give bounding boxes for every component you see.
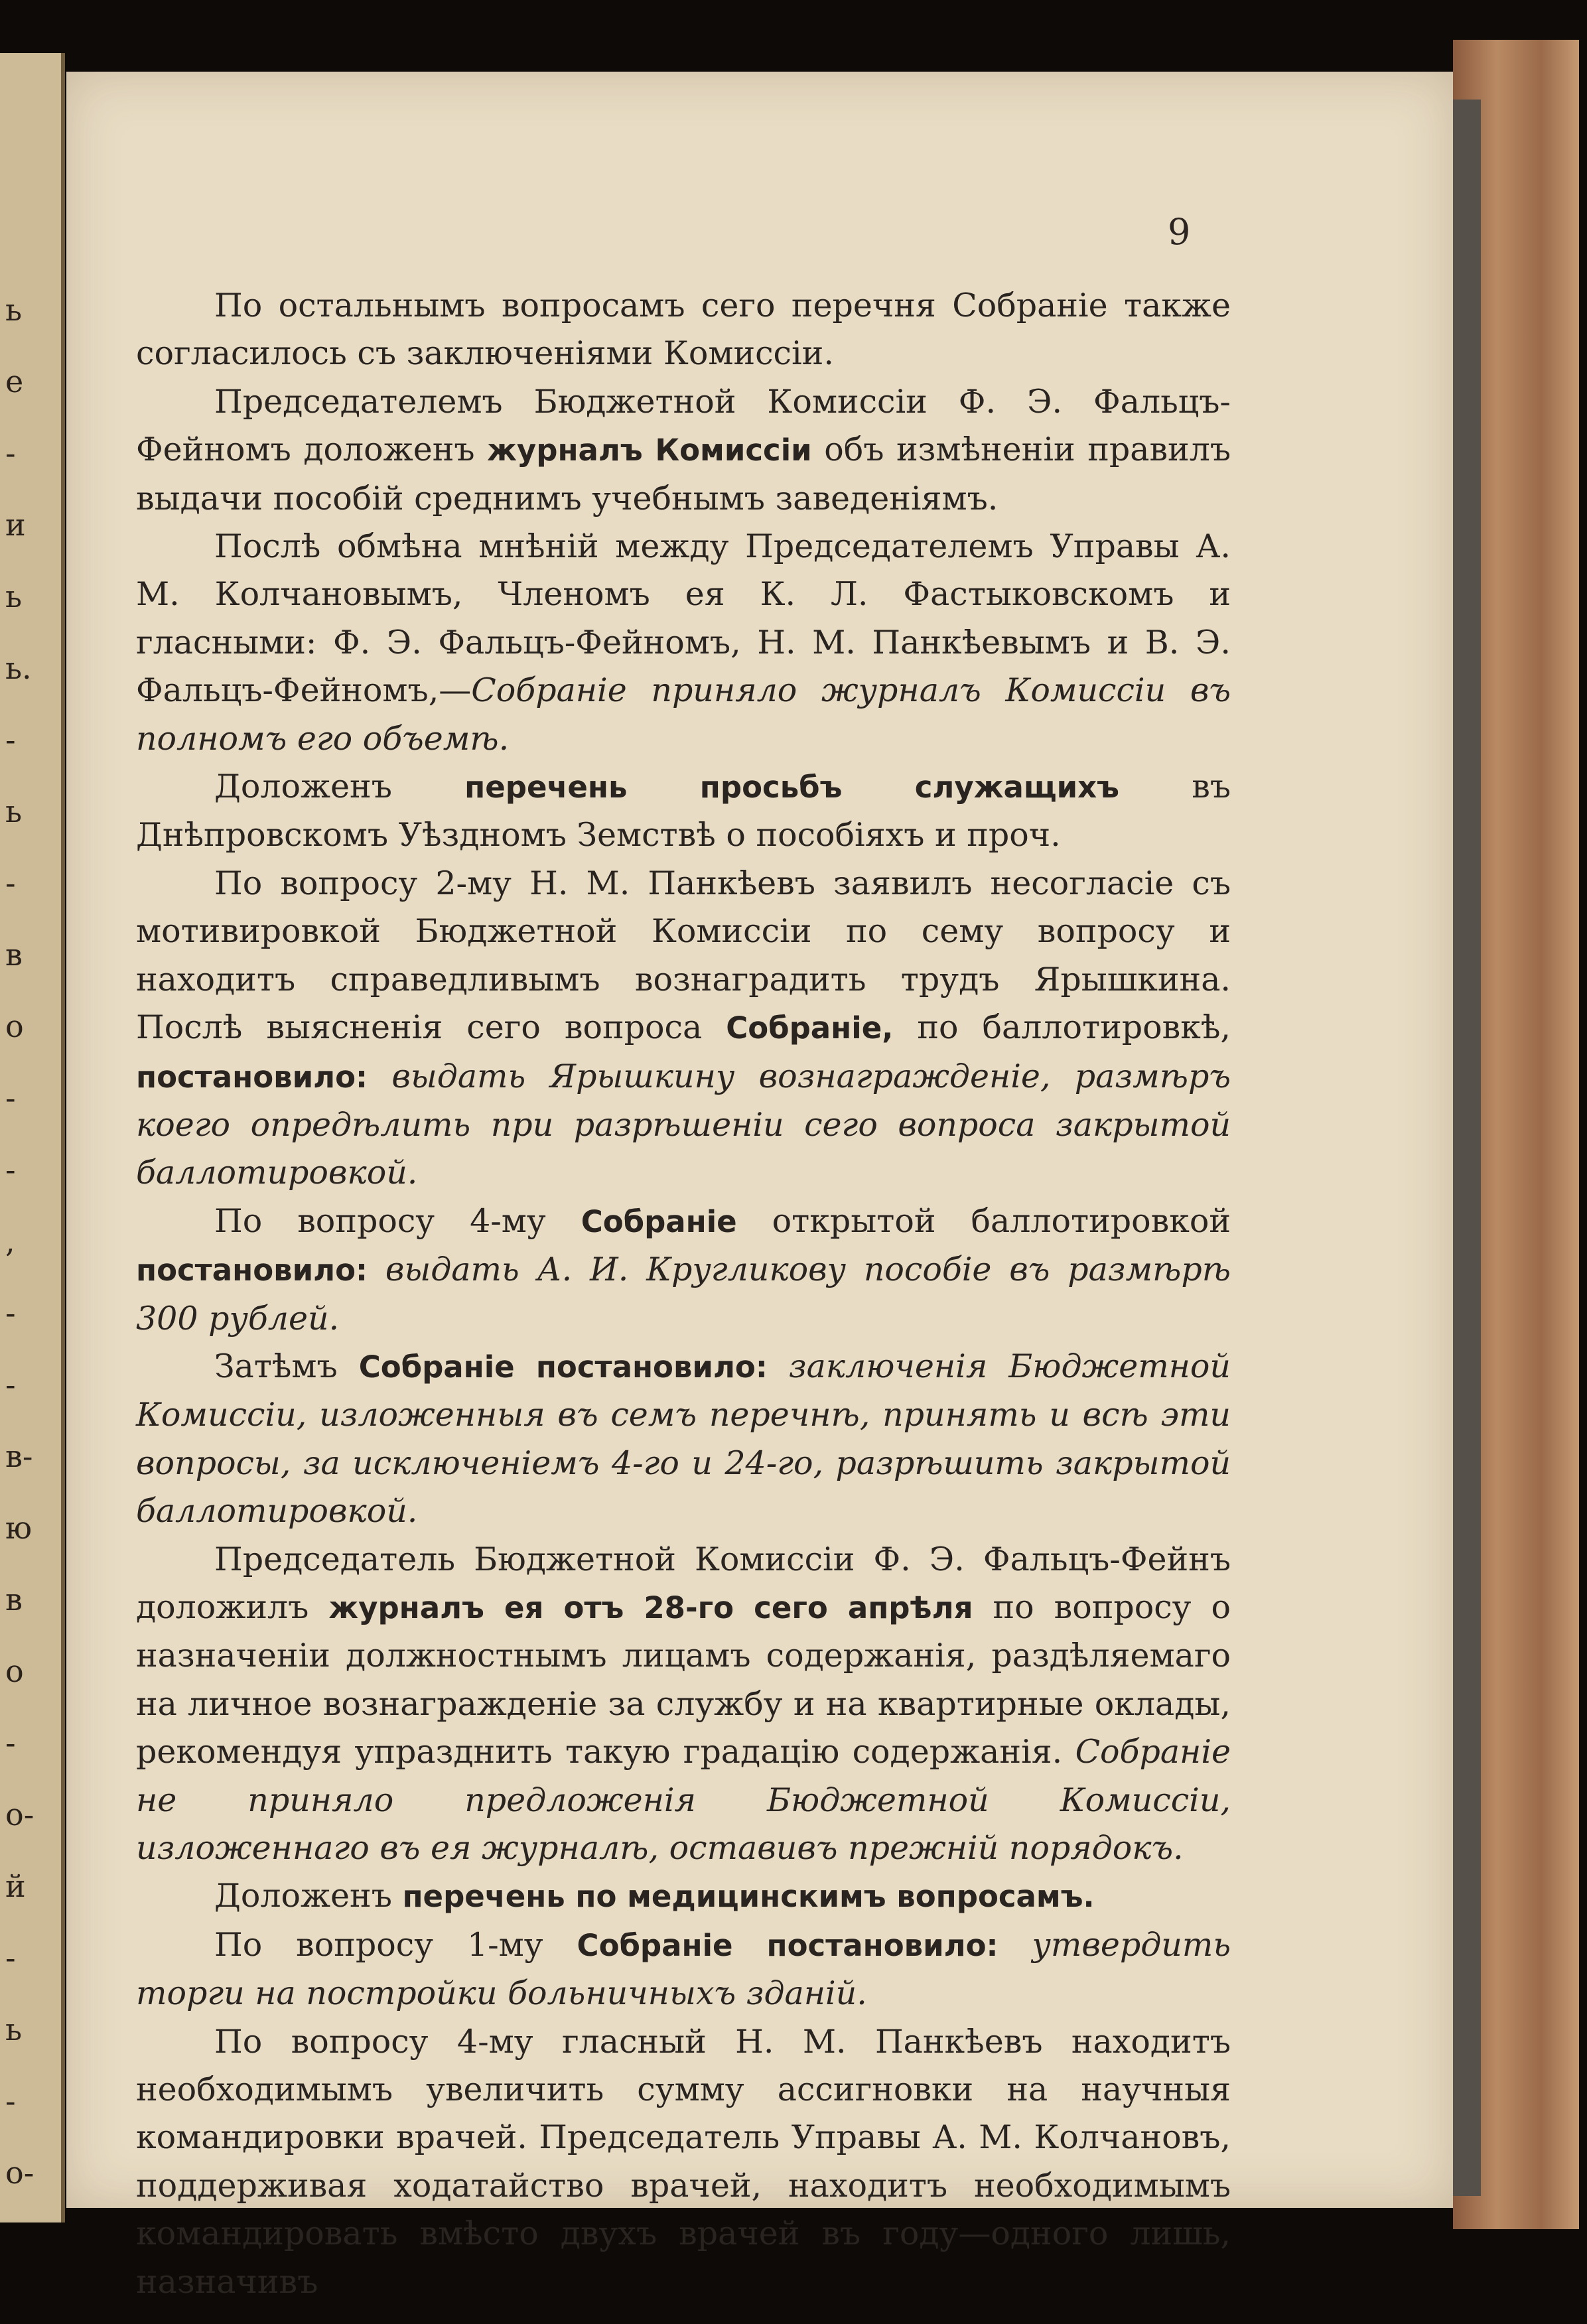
bold-text: Собраніе,	[726, 1010, 894, 1046]
page-number: 9	[1168, 211, 1191, 253]
left-page-fragment: -	[5, 865, 16, 901]
left-page-fragment: -	[5, 1295, 16, 1331]
text-run: по вопросу о назначеніи должностнымъ лицамъ содержанія, раздѣляемаго на личное вознагражденіе за службу и на квартирные оклады, рекомендуя упразднить такую градацію содержанія.	[136, 1588, 1231, 1771]
text-run: Председатель Бюджетной Комиссіи Ф. Э. Фальцъ-Фейнъ доложилъ	[136, 1540, 1231, 1626]
text-run: по баллотировкѣ,	[893, 1008, 1231, 1047]
left-page-fragment: -	[5, 435, 16, 471]
paragraph	[136, 282, 1231, 378]
bold-text: перечень по медицинскимъ вопросамъ.	[402, 1879, 1095, 1915]
left-page-fragment: е	[5, 364, 24, 399]
left-page-fragment: -	[5, 1367, 16, 1402]
left-page-fragment: в	[5, 937, 23, 973]
bold-text: Собраніе постановило:	[358, 1349, 768, 1385]
left-page-fragment: ь	[5, 579, 23, 614]
left-page-fragment: в	[5, 1582, 23, 1617]
left-page-fragment: в-	[5, 1438, 33, 1474]
page-text	[136, 282, 1231, 2306]
paragraph	[136, 1343, 1231, 1536]
paragraph	[136, 378, 1231, 523]
left-page-fragment: -	[5, 1725, 16, 1761]
text-run: По вопросу 4-му	[214, 1201, 581, 1240]
left-page-fragment: -	[5, 2083, 16, 2119]
left-page-fragment: о	[5, 1008, 24, 1044]
left-page-fragment: ь	[5, 793, 23, 829]
left-page-fragment: о-	[5, 2155, 34, 2191]
left-page-fragment: о-	[5, 1797, 34, 1832]
text-run: По вопросу 2-му Н. М. Панкѣевъ заявилъ несогласіе съ мотивировкой Бюджетной Комиссіи по сему вопросу и находитъ справедливымъ вознаградить трудъ Ярышкина. Послѣ выясненія сего вопроса	[136, 864, 1231, 1047]
text-run: объ измѣненіи правилъ выдачи пособій среднимъ учебнымъ заведеніямъ.	[136, 431, 1231, 517]
left-page-fragment: -	[5, 1940, 16, 1976]
paragraph	[136, 1536, 1231, 1873]
left-page-fragment: -	[5, 1152, 16, 1188]
bold-text: журналъ ея отъ 28-го сего апрѣля	[328, 1590, 973, 1625]
text-run: открытой баллотировкой	[736, 1201, 1231, 1240]
left-page-fragment: ь	[5, 292, 23, 328]
paragraph	[136, 523, 1231, 763]
left-page-fragment: -	[5, 722, 16, 758]
left-page-fragment: и	[5, 507, 26, 543]
italic-text: Собраніе не приняло предложенія Бюджетной Комиссіи, изложеннаго въ ея журналѣ, оставивъ прежній порядокъ.	[136, 1733, 1231, 1867]
left-page-fragment: ,	[5, 1223, 15, 1259]
italic-text: выдать Ярышкину вознагражденіе, размѣръ коего опредѣлить при разрѣшеніи сего вопроса закрытой баллотировкой.	[136, 1057, 1231, 1192]
left-page-fragment: -	[5, 1080, 16, 1116]
italic-text: заключенія Бюджетной Комиссіи, изложенныя въ семъ перечнѣ, принять и всѣ эти вопросы, за исключеніемъ 4-го и 24-го, разрѣшить закрытой баллотировкой.	[136, 1347, 1231, 1531]
bold-text: постановило:	[136, 1059, 368, 1095]
left-page-fragment: о	[5, 1653, 24, 1689]
paragraph	[136, 2018, 1231, 2306]
left-page-fragment: ю	[5, 1510, 33, 1546]
paragraph	[136, 1197, 1231, 1343]
text-run: По остальнымъ вопросамъ сего перечня Собраніе также согласилось съ заключеніями Комиссіи.	[136, 287, 1231, 373]
text-run: Доложенъ	[214, 1877, 403, 1915]
text-run: въ Днѣпровскомъ Уѣздномъ Земствѣ о пособіяхъ и проч.	[136, 768, 1231, 854]
text-run: Доложенъ	[214, 768, 465, 806]
italic-text: Собраніе приняло журналъ Комиссіи въ полномъ его объемѣ.	[136, 671, 1231, 758]
left-page-fragment: ь.	[5, 650, 32, 686]
bold-text: постановило:	[136, 1253, 368, 1288]
paragraph	[136, 763, 1231, 860]
left-page-fragment: й	[5, 1868, 26, 1904]
italic-text: утвердить торги на постройки больничныхъ зданій.	[136, 1925, 1231, 2013]
bold-text: Собраніе постановило:	[577, 1927, 999, 1963]
text-run: Председателемъ Бюджетной Комиссіи Ф. Э. Фальцъ-Фейномъ доложенъ	[136, 382, 1231, 469]
text-run: По вопросу 1-му	[214, 1925, 577, 1964]
paragraph	[136, 1872, 1231, 1921]
italic-text: выдать А. И. Кругликову пособіе въ размѣрѣ 300 рублей.	[136, 1251, 1231, 1337]
bold-text: Собраніе	[581, 1203, 737, 1239]
text-run: Послѣ обмѣна мнѣній между Председателемъ Управы А. М. Колчановымъ, Членомъ ея К. Л. Фастыковскомъ и гласными: Ф. Э. Фальцъ-Фейномъ, Н. М. Панкѣевымъ и В. Э. Фальцъ-Фейномъ,—	[136, 527, 1231, 710]
left-page-fragment: ь	[5, 2012, 23, 2047]
paragraph	[136, 1921, 1231, 2018]
text-run: По вопросу 4-му гласный Н. М. Панкѣевъ находитъ необходимымъ увеличить сумму ассигновки на научныя командировки врачей. Председатель Управы А. М. Колчановъ, поддерживая ходатайство врачей, находитъ необходимымъ командировать вмѣсто двухъ врачей въ году—одного лишь, назначивъ	[136, 2022, 1231, 2301]
bold-text: перечень просьбъ служащихъ	[464, 770, 1119, 805]
bold-text: журналъ Комиссіи	[487, 433, 812, 468]
paragraph	[136, 860, 1231, 1197]
text-run: Затѣмъ	[214, 1347, 359, 1385]
